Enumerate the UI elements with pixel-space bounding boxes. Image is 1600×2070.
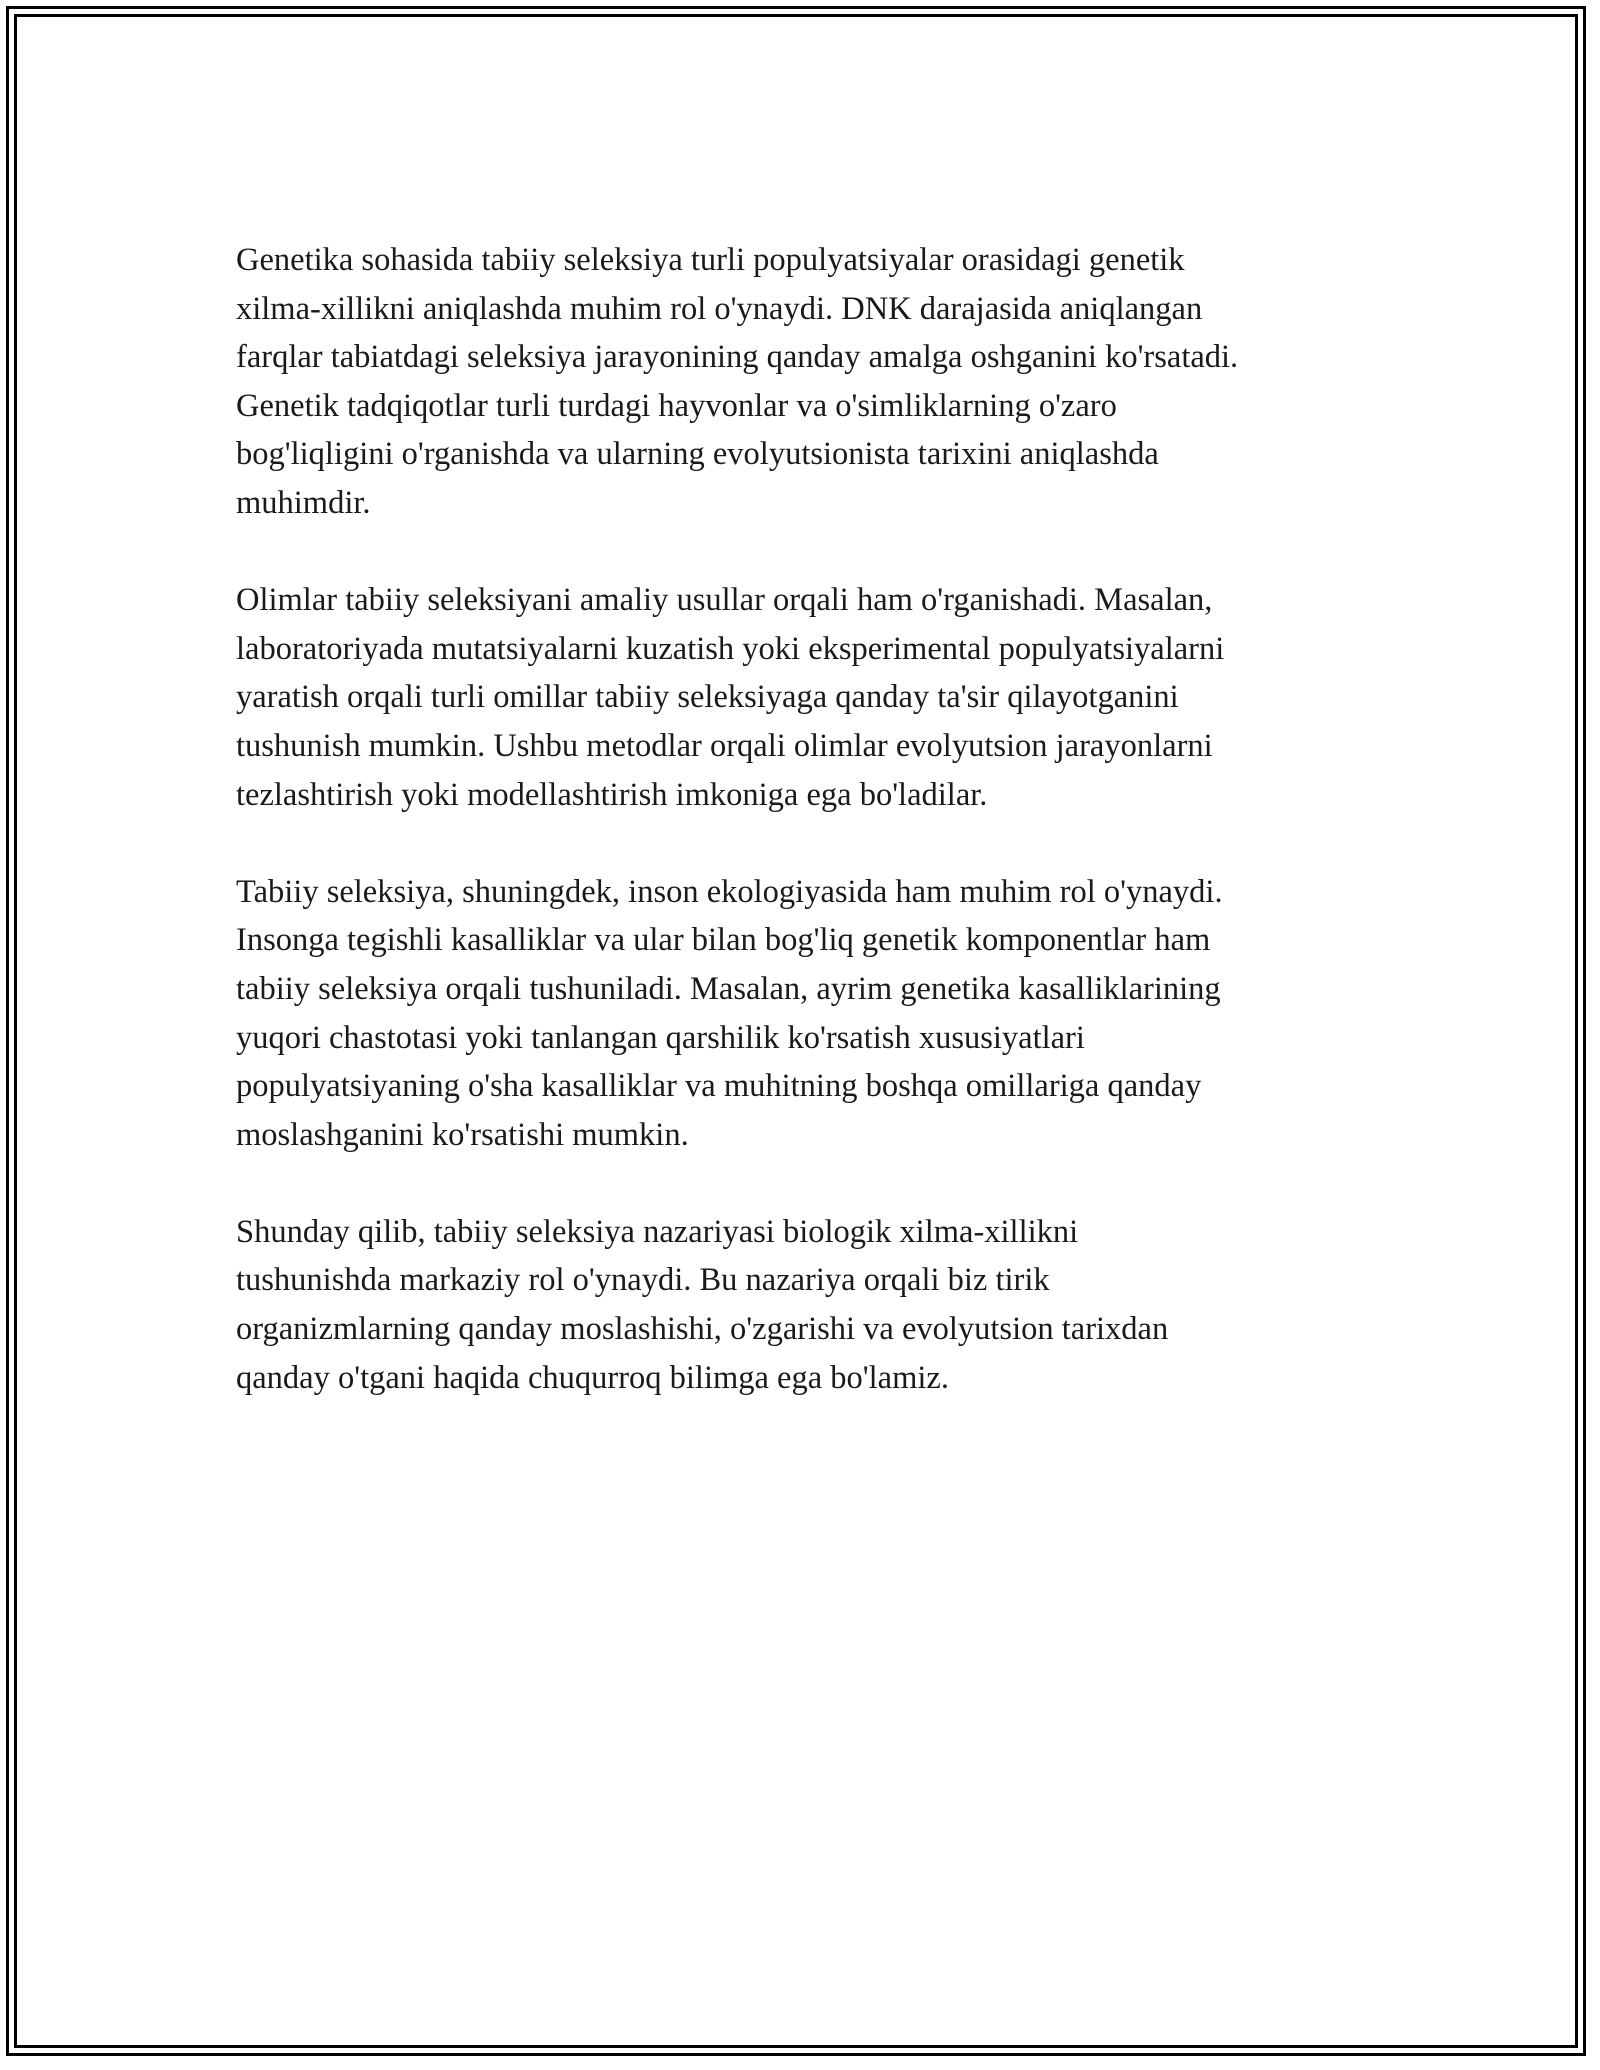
paragraph-3: Tabiiy seleksiya, shuningdek, inson ekologiyasida ham muhim rol o'ynaydi. Insonga tegishli kasalliklar va ular bilan bog'liq genetik komponentlar ham tabiiy seleksiya orqali tushuniladi. Masalan, ayrim genetika kasalliklarining yuqori chastotasi yoki tanlangan qarshilik ko'rsatish xususiyatlari populyatsiyaning o'sha kasalliklar va muhitning boshqa omillariga qanday moslashganini ko'rsatishi mumkin. — [236, 873, 1223, 1153]
document-body — [236, 236, 1386, 1451]
paragraph-2: Olimlar tabiiy seleksiyani amaliy usullar orqali ham o'rganishadi. Masalan, laboratoriyada mutatsiyalarni kuzatish yoki eksperimental populyatsiyalarni yaratish orqali turli omillar tabiiy seleksiyaga qanday ta'sir qilayotganini tushunish mumkin. Ushbu metodlar orqali olimlar evolyutsion jarayonlarni tezlashtirish yoki modellashtirish imkoniga ega bo'ladilar. — [236, 582, 1225, 813]
paragraph-4: Shunday qilib, tabiiy seleksiya nazariyasi biologik xilma-xillikni tushunishda markaziy rol o'ynaydi. Bu nazariya orqali biz tirik organizmlarning qanday moslashishi, o'zgarishi va evolyutsion tarixdan qanday o'tgani haqida chuqurroq bilimga ega bo'lamiz. — [236, 1213, 1169, 1396]
paragraph-1: Genetika sohasida tabiiy seleksiya turli populyatsiyalar orasidagi genetik xilma-xillikni aniqlashda muhim rol o'ynaydi. DNK darajasida aniqlangan farqlar tabiatdagi seleksiya jarayonining qanday amalga oshganini ko'rsatadi. Genetik tadqiqotlar turli turdagi hayvonlar va o'simliklarning o'zaro bog'liqligini o'rganishda va ularning evolyutsionista tarixini aniqlashda muhimdir. — [236, 242, 1239, 521]
